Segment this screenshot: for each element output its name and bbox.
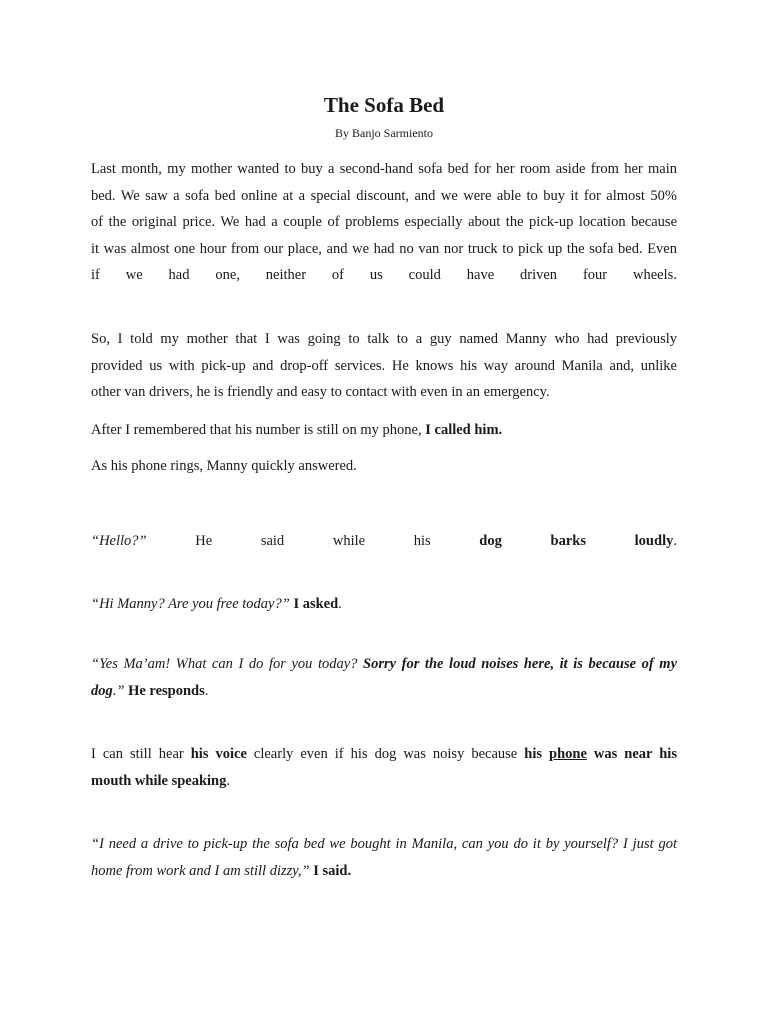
paragraph-1-line-3: of the original price. We had a couple of problems especially about the pick-up location because [91,214,677,230]
word-bold-end [635,528,677,555]
bold-text: his voice [190,746,247,762]
period: . [338,596,342,612]
paragraph-8-line-2 [91,768,677,795]
period: . [204,682,209,699]
word: four [582,267,608,283]
word: one, [215,267,240,283]
period: . [226,772,230,789]
paragraph-2-line-3: other van drivers, he is friendly and easy to contact with even in an emergency. [91,384,550,400]
document-title: The Sofa Bed [323,93,445,117]
word: had [168,267,190,283]
word: have [466,267,495,283]
text: I can still hear [91,746,191,762]
word-bold: loudly [634,533,674,549]
word-bold: barks [550,533,586,549]
quote-yes-maam: “Yes Ma’am! What can I do for you today? [91,656,364,672]
period: . [673,533,677,549]
word: neither [265,267,307,283]
bold-italic-text: dog [91,682,113,699]
word: while [332,533,366,549]
paragraph-4: As his phone rings, Manny quickly answered. [91,458,357,474]
word: of [331,267,345,283]
quote-free-today: “Hi Manny? Are you free today?” [91,596,294,612]
paragraph-6 [91,591,677,618]
bold-text: was near his [586,746,677,762]
paragraph-3 [91,417,677,444]
paragraph-1-line-1: Last month, my mother wanted to buy a second-hand sofa bed for her room aside from her main [91,161,677,177]
bold-text: his [524,746,550,762]
paragraph-9 [91,831,677,884]
bold-text: mouth while speaking [91,772,227,789]
word: He [195,533,213,549]
word: we [125,267,143,283]
paragraph-6-bold: I asked [293,596,339,612]
paragraph-8 [91,741,677,794]
bold-underlined-text: phone [549,746,587,762]
paragraph-3-text: After I remembered that his number is still on my phone, [91,422,426,438]
word: his [413,533,431,549]
word: if [91,267,100,283]
paragraph-7-bold: He responds [128,682,205,699]
quote-end: .” [112,682,129,699]
word: wheels. [632,267,677,283]
paragraph-9-line-2 [91,858,677,885]
text: clearly even if his dog was noisy because [246,746,525,762]
paragraph-3-bold: I called him. [425,422,503,438]
paragraph-1 [91,156,677,289]
paragraph-1-line-5 [91,262,677,289]
word-bold: dog [479,533,502,549]
bold-italic-text: Sorry for the loud noises here, it is because of my [363,656,678,672]
document-byline: By Banjo Sarmiento [335,126,433,140]
paragraph-7-line-2 [91,678,677,705]
paragraph-1-line-2: bed. We saw a sofa bed online at a special discount, and we were able to buy it for almost 50% [91,187,677,204]
paragraph-1-line-4: it was almost one hour from our place, and we had no van nor truck to pick up the sofa bed. Even [91,240,677,257]
paragraph-5 [91,528,677,555]
word: us [369,267,383,283]
paragraph-2-line-1: So, I told my mother that I was going to talk to a guy named Manny who had previously [91,331,677,347]
paragraph-7-line-1 [91,651,677,678]
paragraph-2-line-2: provided us with pick-up and drop-off services. He knows his way around Manila and, unlike [91,357,677,374]
word: driven [520,267,558,283]
quote-text: home from work and I am still dizzy,” [91,862,314,879]
word: could [408,267,441,283]
paragraph-8-line-1 [91,741,677,768]
paragraph-9-bold: I said. [313,862,352,879]
quote-hello: “Hello?” [91,533,147,549]
paragraph-2 [91,326,677,406]
word: said [260,533,285,549]
paragraph-9-line-1: “I need a drive to pick-up the sofa bed we bought in Manila, can you do it by yourself? I just got [91,836,677,852]
paragraph-7 [91,651,677,704]
